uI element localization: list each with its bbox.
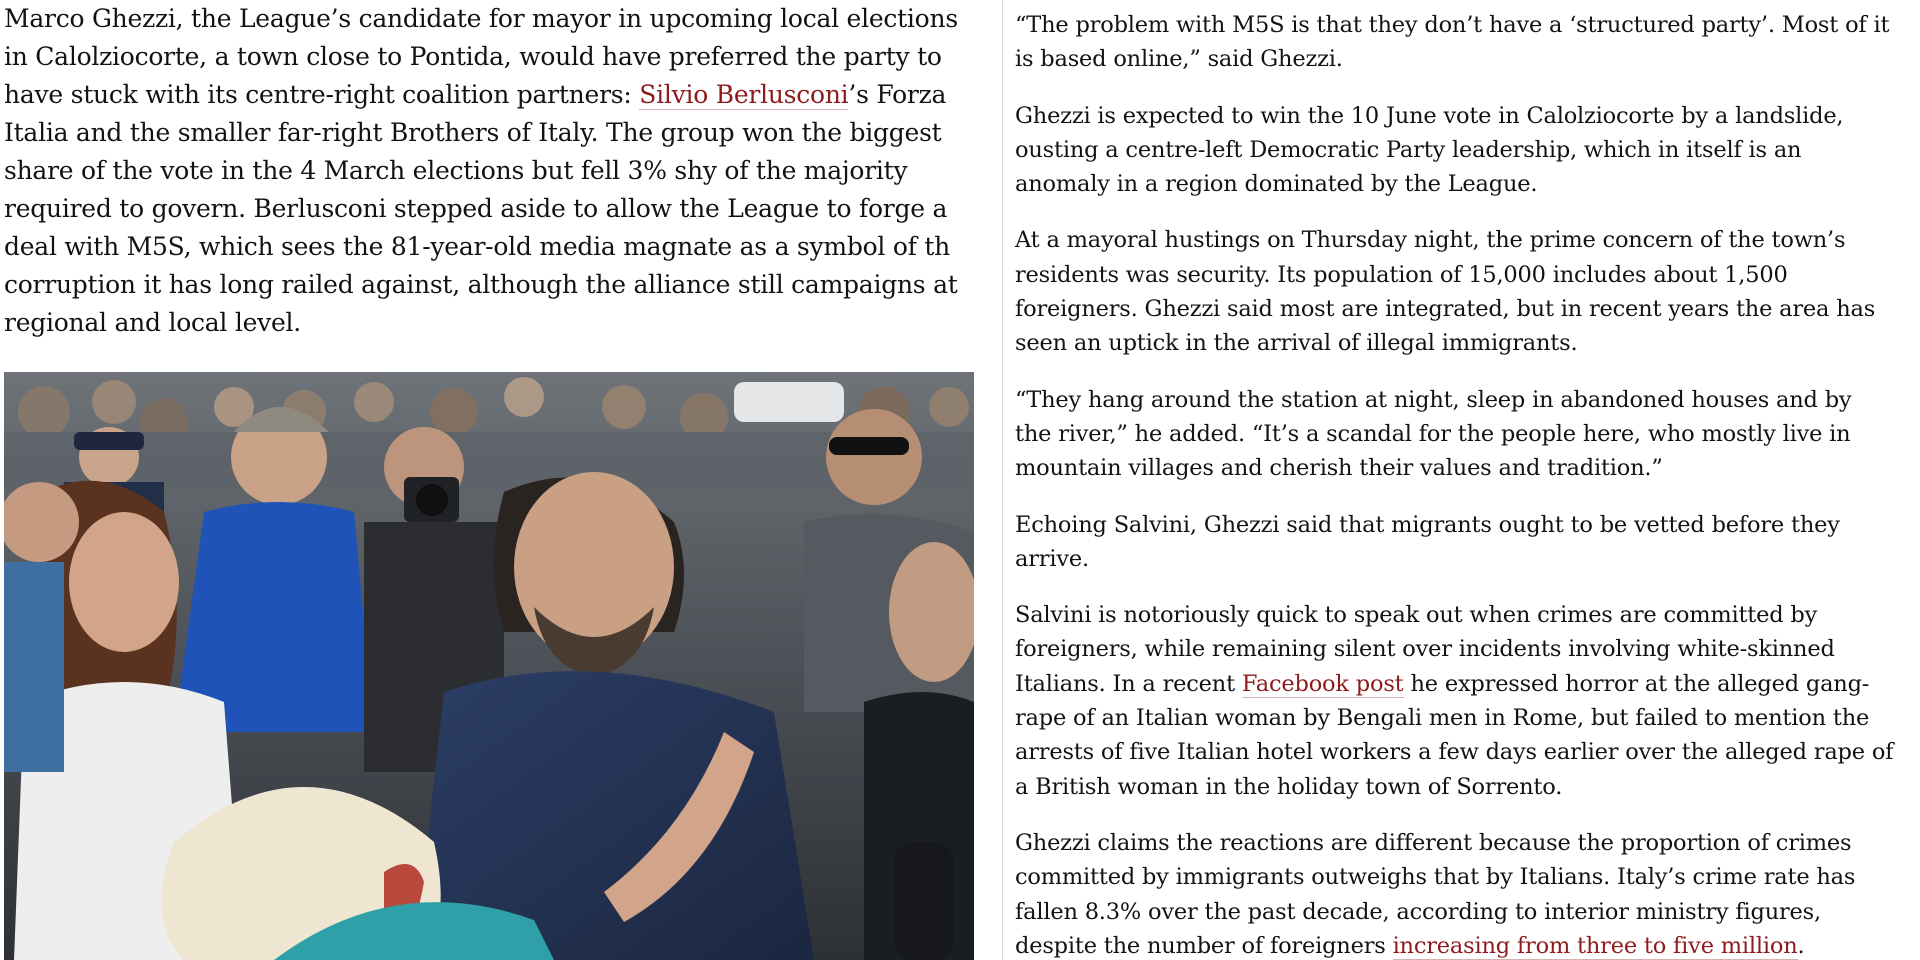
- paragraph-text: .: [1797, 932, 1805, 959]
- facebook-post-link[interactable]: Facebook post: [1241, 670, 1404, 697]
- paragraph-line: required to govern. Berlusconi stepped aside to allow the League to forge a: [4, 194, 948, 223]
- right-article-pane: [1003, 0, 1920, 960]
- paragraph-line: seen an uptick in the arrival of illegal immigrants.: [1015, 330, 1578, 357]
- paragraph-line: the river,” he added. “It’s a scandal for the people here, who mostly live in: [1015, 420, 1851, 447]
- paragraph-line: At a mayoral hustings on Thursday night, the prime concern of the town’s: [1015, 227, 1846, 254]
- silvio-berlusconi-link[interactable]: Silvio Berlusconi: [639, 80, 849, 109]
- paragraph-line: [1015, 929, 1915, 960]
- article-paragraph: [4, 0, 1002, 342]
- paragraph-line: “They hang around the station at night, sleep in abandoned houses and by: [1015, 386, 1852, 413]
- paragraph-line: is based online,” said Ghezzi.: [1015, 46, 1343, 73]
- foreigners-increase-link[interactable]: increasing from three to five million: [1392, 932, 1798, 959]
- photo-illustration: [4, 372, 974, 960]
- paragraph: [1015, 508, 1915, 577]
- paragraph-line: arrests of five Italian hotel workers a few days earlier over the alleged rape of: [1015, 739, 1894, 766]
- paragraph: [1015, 383, 1915, 486]
- paragraph-line: [1015, 667, 1915, 701]
- paragraph-line: Echoing Salvini, Ghezzi said that migrants ought to be vetted before they: [1015, 511, 1840, 538]
- paragraph-line: residents was security. Its population of 15,000 includes about 1,500: [1015, 261, 1788, 288]
- paragraph-line: foreigners, while remaining silent over incidents involving white-skinned: [1015, 636, 1835, 663]
- paragraph-line: arrive.: [1015, 545, 1089, 572]
- article-body: [1015, 8, 1915, 960]
- paragraph-text: despite the number of foreigners: [1015, 932, 1393, 959]
- paragraph-line: foreigners. Ghezzi said most are integrated, but in recent years the area has: [1015, 296, 1876, 323]
- paragraph-line: deal with M5S, which sees the 81-year-old media magnate as a symbol of th: [4, 232, 950, 261]
- paragraph-line: Ghezzi claims the reactions are different because the proportion of crimes: [1015, 829, 1852, 856]
- paragraph-line: mountain villages and cherish their values and tradition.”: [1015, 455, 1663, 482]
- paragraph-line: anomaly in a region dominated by the League.: [1015, 171, 1538, 198]
- paragraph-text: have stuck with its centre-right coalition partners:: [4, 80, 640, 109]
- paragraph-line: rape of an Italian woman by Bengali men in Rome, but failed to mention the: [1015, 705, 1870, 732]
- paragraph-text: ’s Forza: [848, 80, 947, 109]
- paragraph-line: “The problem with M5S is that they don’t have a ‘structured party’. Most of it: [1015, 12, 1890, 38]
- paragraph-line: Marco Ghezzi, the League’s candidate for mayor in upcoming local elections: [4, 4, 958, 33]
- paragraph-line: corruption it has long railed against, although the alliance still campaigns at: [4, 270, 958, 299]
- paragraph: [1015, 598, 1915, 804]
- paragraph-line: Salvini is notoriously quick to speak out when crimes are committed by: [1015, 602, 1818, 629]
- paragraph-line: share of the vote in the 4 March elections but fell 3% shy of the majority: [4, 156, 908, 185]
- paragraph-line: a British woman in the holiday town of Sorrento.: [1015, 773, 1563, 800]
- paragraph-line: in Calolziocorte, a town close to Pontida, would have preferred the party to: [4, 42, 942, 71]
- paragraph-text: he expressed horror at the alleged gang-: [1403, 670, 1870, 697]
- paragraph-line: Italia and the smaller far-right Brothers of Italy. The group won the biggest: [4, 118, 942, 147]
- paragraph-line: ousting a centre-left Democratic Party leadership, which in itself is an: [1015, 136, 1802, 163]
- paragraph: [1015, 8, 1915, 77]
- paragraph: [1015, 826, 1915, 960]
- paragraph-line: Ghezzi is expected to win the 10 June vote in Calolziocorte by a landslide,: [1015, 102, 1844, 129]
- paragraph-line: regional and local level.: [4, 308, 301, 337]
- paragraph-line: fallen 8.3% over the past decade, according to interior ministry figures,: [1015, 898, 1821, 925]
- paragraph: [1015, 99, 1915, 202]
- paragraph-text: Italians. In a recent: [1015, 670, 1242, 697]
- crowd-photo: [4, 372, 974, 960]
- paragraph-line: committed by immigrants outweighs that by Italians. Italy’s crime rate has: [1015, 864, 1856, 891]
- paragraph-line: [4, 76, 1002, 114]
- paragraph: [1015, 223, 1915, 360]
